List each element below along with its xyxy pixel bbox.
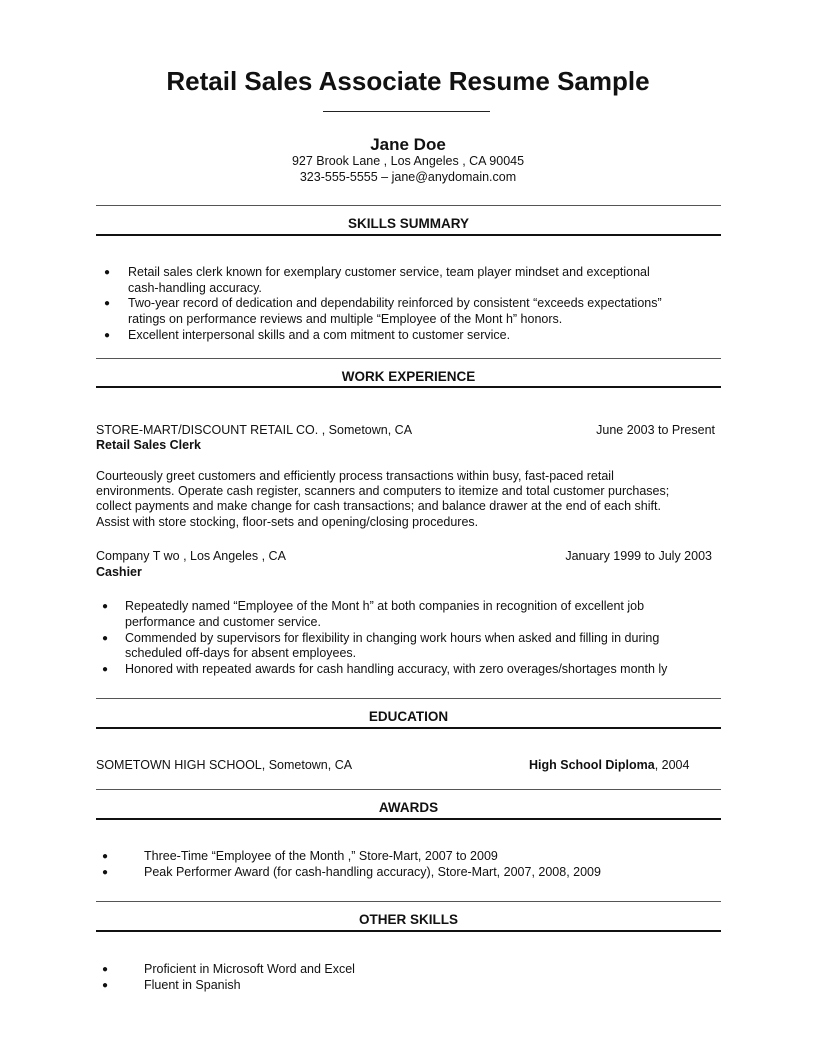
phone-email: 323-555-5555 – jane@anydomain.com — [299, 170, 517, 184]
section-rule-bottom — [96, 818, 721, 820]
job-role: Cashier — [96, 565, 142, 579]
other-skill-item: Fluent in Spanish — [144, 978, 241, 992]
job-bullet: Repeatedly named “Employee of the Mont h” at both companies in recognition of excellent job — [125, 599, 645, 613]
job-dates: June 2003 to Present — [596, 423, 715, 437]
skills-summary-heading: SKILLS SUMMARY — [348, 216, 469, 231]
section-rule-bottom — [96, 930, 721, 932]
bullet-icon: ● — [102, 964, 109, 975]
job-description-line: Courteously greet customers and efficiently process transactions within busy, fast-paced retail — [96, 469, 614, 483]
job-bullet-cont: performance and customer service. — [125, 615, 321, 629]
section-rule-top — [96, 789, 721, 790]
job-role: Retail Sales Clerk — [96, 438, 201, 452]
job-bullet: Commended by supervisors for flexibility in changing work hours when asked and filling in during — [125, 631, 660, 645]
bullet-icon: ● — [102, 851, 109, 862]
school-name: SOMETOWN HIGH SCHOOL, Sometown, CA — [96, 758, 353, 772]
section-rule-top — [96, 358, 721, 359]
section-rule-bottom — [96, 727, 721, 729]
section-rule-bottom — [96, 234, 721, 236]
bullet-icon: ● — [104, 267, 111, 278]
bullet-icon: ● — [104, 330, 111, 341]
bullet-icon: ● — [102, 633, 109, 644]
diploma-year: , 2004 — [654, 758, 690, 772]
job-bullet-cont: scheduled off-days for absent employees. — [125, 646, 357, 660]
address: 927 Brook Lane , Los Angeles , CA 90045 — [291, 154, 525, 168]
bullet-icon: ● — [102, 664, 109, 675]
job-company: STORE-MART/DISCOUNT RETAIL CO. , Sometown, CA — [96, 423, 413, 437]
job-dates: January 1999 to July 2003 — [565, 549, 712, 563]
other-skill-item: Proficient in Microsoft Word and Excel — [144, 962, 355, 976]
page-title: Retail Sales Associate Resume Sample — [166, 66, 650, 96]
job-company: Company T wo , Los Angeles , CA — [96, 549, 286, 563]
bullet-icon: ● — [104, 298, 111, 309]
job-description-line: Assist with store stocking, floor-sets and opening/closing procedures. — [96, 515, 479, 529]
award-item: Three-Time “Employee of the Month ,” Store-Mart, 2007 to 2009 — [144, 849, 498, 863]
degree — [529, 758, 689, 774]
awards-heading: AWARDS — [378, 800, 439, 815]
bullet-icon: ● — [102, 601, 109, 612]
section-rule-top — [96, 205, 721, 206]
section-rule-bottom — [96, 386, 721, 388]
section-rule-top — [96, 901, 721, 902]
skill-item: Excellent interpersonal skills and a com mitment to customer service. — [128, 328, 511, 342]
candidate-name: Jane Doe — [370, 135, 446, 154]
skill-item: Two-year record of dedication and dependability reinforced by consistent “exceeds expectations” — [128, 296, 662, 310]
job-bullet: Honored with repeated awards for cash handling accuracy, with zero overages/shortages month ly — [125, 662, 668, 676]
award-item: Peak Performer Award (for cash-handling accuracy), Store-Mart, 2007, 2008, 2009 — [144, 865, 601, 879]
education-heading: EDUCATION — [368, 709, 449, 724]
skill-item-cont: cash-handling accuracy. — [128, 281, 262, 295]
bullet-icon: ● — [102, 867, 109, 878]
other-skills-heading: OTHER SKILLS — [358, 912, 458, 927]
skill-item-cont: ratings on performance reviews and multiple “Employee of the Mont h” honors. — [128, 312, 563, 326]
diploma-name: High School Diploma — [529, 758, 655, 772]
work-experience-heading: WORK EXPERIENCE — [341, 369, 476, 384]
job-description-line: collect payments and make change for cash transactions; and balance drawer at the end of each shift. — [96, 499, 661, 513]
bullet-icon: ● — [102, 980, 109, 991]
skill-item: Retail sales clerk known for exemplary customer service, team player mindset and exceptional — [128, 265, 650, 279]
section-rule-top — [96, 698, 721, 699]
title-underline — [323, 111, 490, 112]
job-description-line: environments. Operate cash register, scanners and computers to itemize and total customer purchases; — [96, 484, 670, 498]
